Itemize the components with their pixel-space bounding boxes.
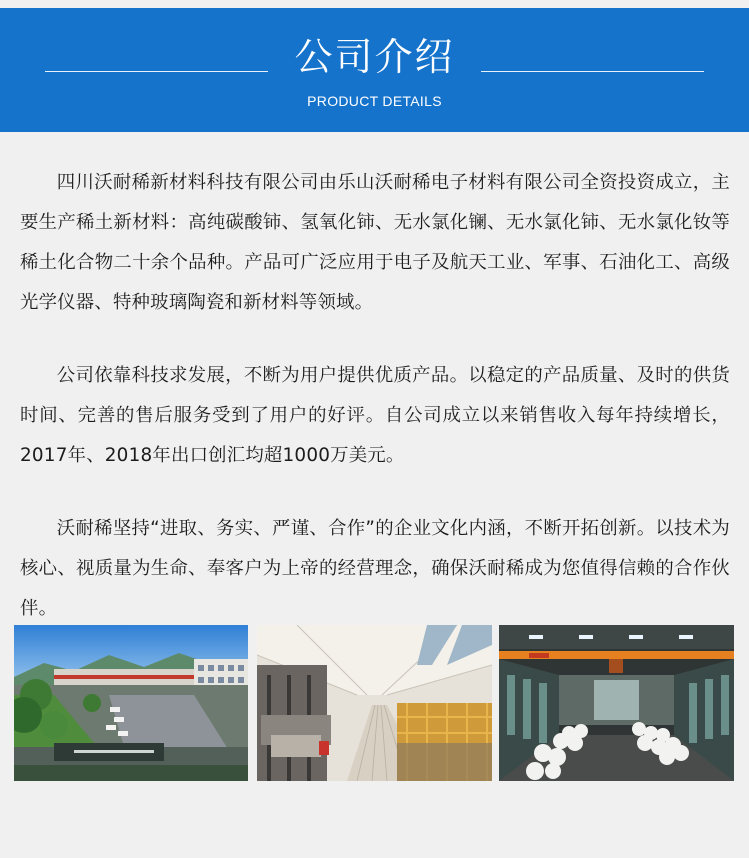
- header-divider-right: [481, 71, 704, 72]
- intro-paragraph-3: 沃耐稀坚持“进取、务实、严谨、合作”的企业文化内涵，不断开拓创新。以技术为核心、视质量为生命、奉客户为上帝的经营理念，确保沃耐稀成为您值得信赖的合作伙伴。: [20, 518, 730, 619]
- factory-exterior-photo: [14, 625, 248, 781]
- section-header: [0, 8, 749, 132]
- warehouse-photo: [499, 625, 734, 781]
- production-workshop-photo: [257, 625, 492, 781]
- intro-paragraph-2: 公司依靠科技求发展，不断为用户提供优质产品。以稳定的产品质量、及时的供货时间、完善的售后服务受到了用户的好评。自公司成立以来销售收入每年持续增长，2017年、2018年出口创汇均超1000万美元。: [20, 365, 730, 466]
- section-title: 公司介绍: [294, 35, 455, 79]
- top-strip: [0, 0, 749, 8]
- intro-paragraph-1: 四川沃耐稀新材料科技有限公司由乐山沃耐稀电子材料有限公司全资投资成立，主要生产稀土新材料：高纯碳酸铈、氢氧化铈、无水氯化镧、无水氯化铈、无水氯化钕等稀土化合物二十余个品种。产品可广泛应用于电子及航天工业、军事、石油化工、高级光学仪器、特种玻璃陶瓷和新材料等领域。: [20, 172, 730, 313]
- section-subtitle: PRODUCT DETAILS: [307, 93, 442, 109]
- company-intro-text: [20, 163, 730, 629]
- photo-gallery: [14, 625, 734, 781]
